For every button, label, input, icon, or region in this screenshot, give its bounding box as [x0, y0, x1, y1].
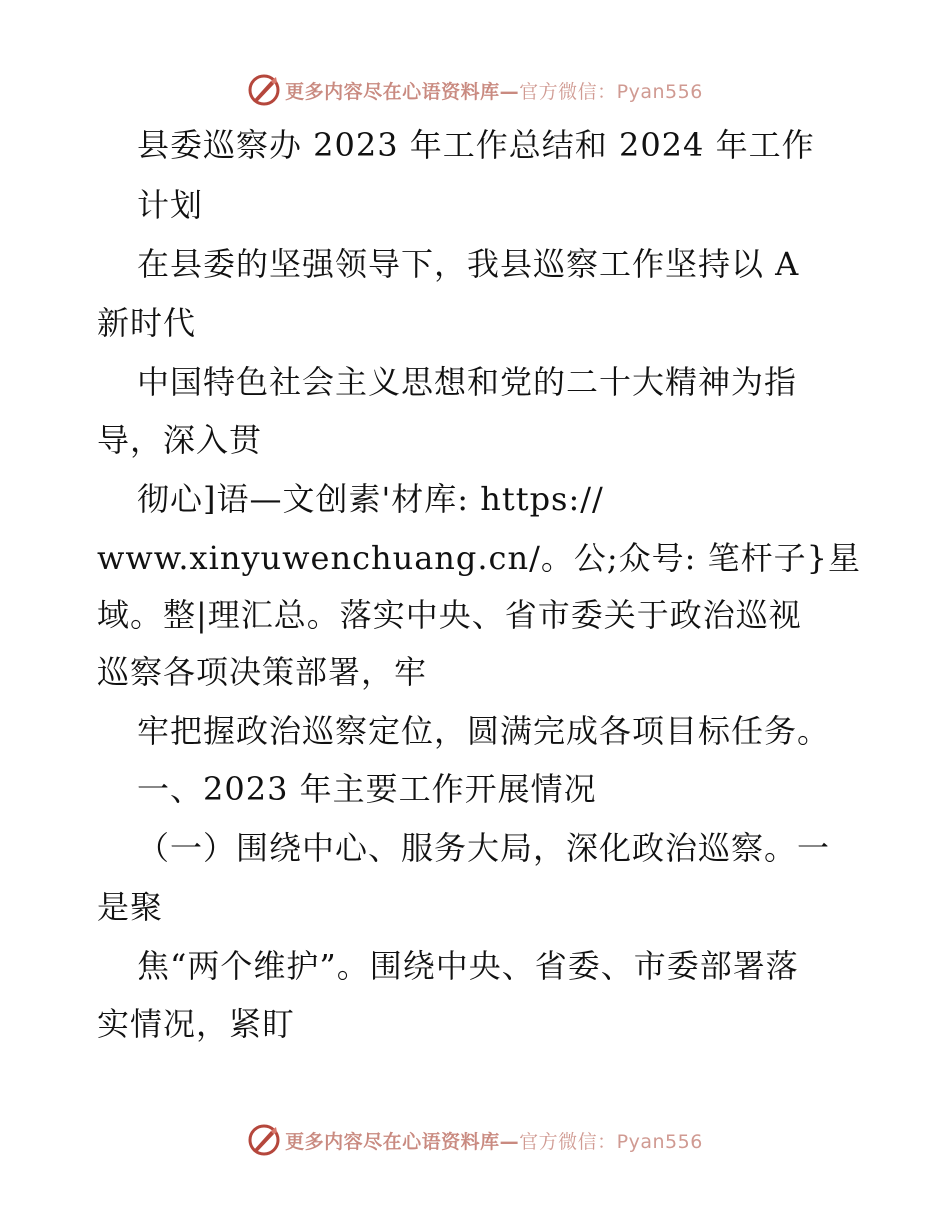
paragraph-line: 实情况，紧盯	[97, 1005, 296, 1043]
paragraph-line: （一）围绕中心、服务大局，深化政治巡察。一	[137, 829, 831, 867]
paragraph-line: 新时代	[97, 304, 197, 342]
paragraph-line: 域。整|理汇总。落实中央、省市委关于政治巡视	[97, 596, 802, 634]
doc-title-line-2: 计划	[137, 186, 204, 224]
paragraph-line: 巡察各项决策部署，牢	[97, 653, 428, 691]
paragraph-line: 中国特色社会主义思想和党的二十大精神为指	[137, 363, 798, 401]
quill-pen-logo-icon	[247, 1123, 281, 1157]
paragraph-line: 导，深入贯	[97, 421, 263, 459]
paragraph-line: 焦“两个维护”。围绕中央、省委、市委部署落	[137, 947, 799, 985]
paragraph-line: 彻心]语—文创素'材库: https://	[137, 480, 604, 518]
paragraph-line: 是聚	[97, 888, 164, 926]
quill-pen-logo-icon	[247, 73, 281, 107]
paragraph-line: 在县委的坚强领导下，我县巡察工作坚持以 A	[137, 245, 800, 283]
doc-title-line-1: 县委巡察办 2023 年工作总结和 2024 年工作	[137, 126, 815, 164]
footer-banner	[0, 1120, 950, 1160]
section-heading: 一、2023 年主要工作开展情况	[137, 770, 597, 808]
banner-text: 更多内容尽在心语资料库—官方微信：Pyan556	[285, 1130, 703, 1153]
banner-text: 更多内容尽在心语资料库—官方微信：Pyan556	[285, 80, 703, 103]
header-banner	[0, 70, 950, 110]
paragraph-line: 牢把握政治巡察定位，圆满完成各项目标任务。	[137, 712, 831, 750]
paragraph-line: www.xinyuwenchuang.cn/。公;众号: 笔杆子}星	[97, 539, 861, 577]
